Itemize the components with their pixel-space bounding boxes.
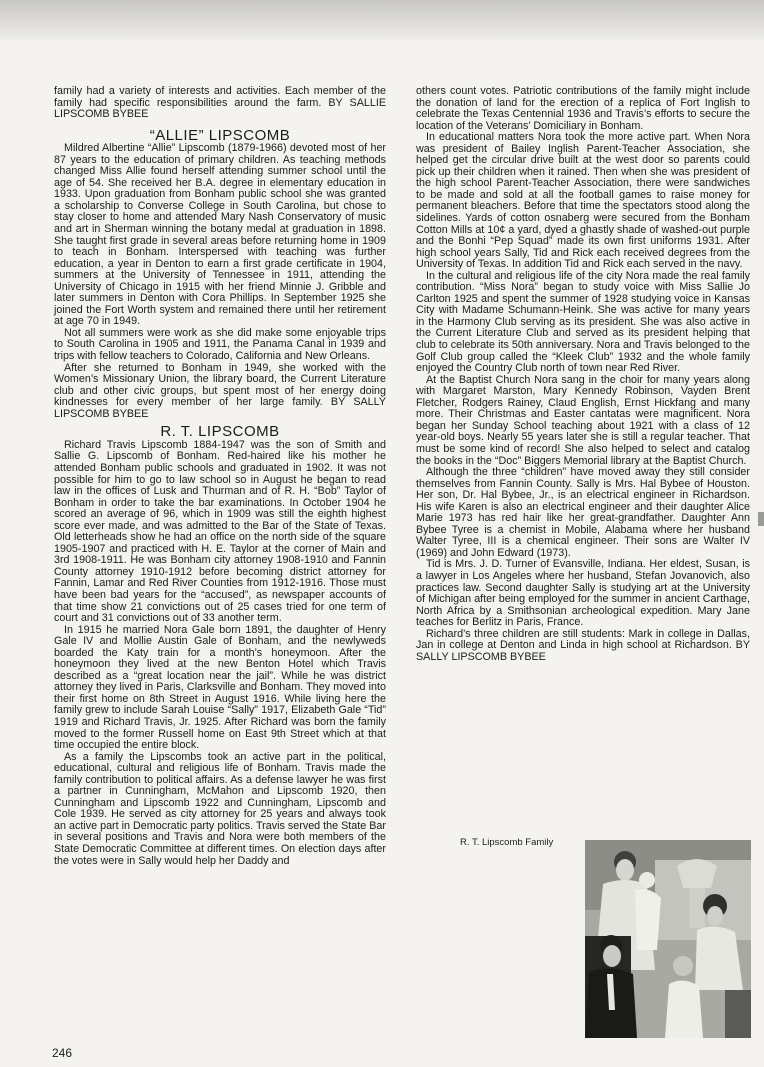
rt-paragraph-2: In 1915 he married Nora Gale born 1891, the daughter of Henry Gale IV and Mollie Austin Gale of Bonham, and the newlyweds boarded the Katy train for a month’s honeymoon. After the honeymoon they lived at the new Benton Hotel which Travis described as a “great location near the jail”. While he was district attorney they lived in Paris, Clarksville and Bonham. They moved into their first home on 8th Street in August 1916. While living here the family grew to include Sarah Louise “Sally” 1917, Elizabeth Gale “Tid” 1919 and Richard Travis, Jr. 1925. After Richard was born the family moved to the former Russell home on East 9th Street which at that time occupied the entire block. bbox=[54, 623, 386, 752]
rt-paragraph-3: As a family the Lipscombs took an active part in the political, educational, cultural and religious life of Bonham. Travis made the family contribution to political affairs. As a defense lawyer he was first a partner in Cunningham, McMahon and Lipscomb 1920, then Cunningham and Lipscomb 1922 and Cunningham, Lipscomb and Cole 1939. He served as city attorney for 25 years and always took an active part in Democratic party politics. Travis served the State Bar in several positions and Travis and Nora were both members of the State Democratic Committee at different times. On election days after the votes were in Sally would help her Daddy and bbox=[54, 750, 386, 867]
allie-paragraph-1: Mildred Albertine “Allie” Lipscomb (1879-1966) devoted most of her 87 years to the education of primary children. As teaching methods changed Miss Allie found herself attending summer school until the age of 54. She received her B.A. degree in elementary education in 1933. Upon graduation from Bonham public school she was granted a scholarship to Converse College in South Carolina, but chose to stay closer to home and attended Mary Nash Conservatory of music and art in Sherman winning the botany medal at graduation in 1898. She taught first grade in several areas before returning home in 1909 to teach in Bonham. Interspersed with teaching was further education, a year in Denton to earn a first grade certificate in 1904, summers at the University of Tennessee in 1911, attending the University of Chicago in 1915 with her friend Minnie J. Gribble and later summers in Denton with Cora Phillips. In September 1925 she joined the Fort Worth system and remained there until her retirement at age 70 in 1949. bbox=[54, 142, 386, 328]
page-number: 246 bbox=[52, 1046, 73, 1060]
scan-top-shadow bbox=[0, 0, 764, 40]
continued-paragraph: others count votes. Patriotic contributions of the family might include the donation of land for the erection of a replica of Fort Inglish to celebrate the Texas Centennial 1936 and Travis’s efforts to secure the location of the Veterans’ Domiciliary in Bonham. bbox=[416, 85, 750, 132]
allie-paragraph-2: Not all summers were work as she did make some enjoyable trips to South Carolina in 1905 and 1911, the Panama Canal in 1939 and trips with fellow teachers to Colorado, California and New Orleans. bbox=[54, 326, 386, 363]
family-photo bbox=[585, 840, 751, 1038]
allie-lipscomb-heading: “ALLIE” LIPSCOMB bbox=[149, 126, 291, 144]
allie-paragraph-3: After she returned to Bonham in 1949, she worked with the Women’s Missionary Union, the library board, the Current Literature club and other civic groups, but spent most of her energy doing kindnesses for every member of her large family. BY SALLY LIPSCOMB BYBEE bbox=[54, 361, 386, 420]
scan-edge-mark bbox=[758, 512, 764, 526]
cultural-paragraph: In the cultural and religious life of the city Nora made the real family contribution. “Miss Nora” began to study voice with Miss Sallie Jo Carlton 1925 and spent the summer of 1928 studying voice in Kansas City with Madame Schumann-Heink. She was active for many years in the Harmony Club serving as its president. She was also active in the Current Literature Club and served as its president helping that club to celebrate its 50th anniversary. Nora and Travis belonged to the Golf Club group called the “Kleek Club” 1932 and the whole family enjoyed the Country Club north of town near Red River. bbox=[416, 269, 750, 375]
photo-caption: R. T. Lipscomb Family bbox=[460, 837, 554, 848]
right-column bbox=[416, 86, 750, 663]
rt-lipscomb-heading: R. T. LIPSCOMB bbox=[160, 423, 280, 441]
rt-paragraph-1: Richard Travis Lipscomb 1884-1947 was the son of Smith and Sallie G. Lipscomb of Bonham. Red-haired like his mother he attended Bonham public schools and graduated in 1902. It was not possible for him to go to law school so in August he began to read law in the offices of Lusk and Thurman and of R. H. “Bob” Taylor of Bonham in order to take the bar examinations. In October 1904 he scored an average of 96, which in 1909 was still the eighth highest score ever made, and was admitted to the Bar of the State of Texas. Old letterheads show he had an office on the north side of the square 1905-1907 and practiced with H. E. Taylor at the corner of Main and 3rd 1908-1911. He was Bonham city attorney 1908-1910 and Fannin County attorney 1910-1912 before becoming district attorney for Fannin, Lamar and Red River Counties from 1912-1916. Those must have been bad years for the “accused”, as newspaper accounts of that time show 21 convictions out of 25 cases tried for one term of court and 31 convictions out of 33 another term. bbox=[54, 438, 386, 625]
tid-paragraph: Tid is Mrs. J. D. Turner of Evansville, Indiana. Her eldest, Susan, is a lawyer in Los Angeles where her husband, Stefan Jovanovich, also practices law. Second daughter Sally is studying art at the University of Michigan after being employed for the summer in ancient Carthage, North Africa by a Smithsonian archeological expedition. Mary Jane teaches for Berlitz in Paris, France. bbox=[416, 558, 750, 629]
left-column bbox=[54, 86, 386, 867]
education-paragraph: In educational matters Nora took the more active part. When Nora was president of Bailey Inglish Parent-Teacher Association, she helped get the circular drive built at the west door so parents could pick up their children when it rained. Then when she was president of the high school Parent-Teacher Association, there were sandwiches to be made and sold at all the football games to raise money for permanent bleachers. Before that time the spectators stood along the sidelines. Yards of cotton osnaberg were secured from the Bonham Cotton Mills at 10¢ a yard, dyed a ghastly shade of washed-out purple and the Bonhi “Pep Squad” made its own first uniforms 1931. After high school years Sally, Tid and Rick each received degrees from the University of Texas. In addition Tid and Rick each served in the navy. bbox=[416, 131, 750, 271]
intro-paragraph: family had a variety of interests and activities. Each member of the family had specific responsibilities around the farm. BY SALLIE LIPSCOMB BYBEE bbox=[54, 85, 386, 121]
family-photo-image bbox=[585, 840, 751, 1038]
church-paragraph: At the Baptist Church Nora sang in the choir for many years along with Margaret Marston, Mary Kennedy Robinson, Vayden Brent Fletcher, Rodgers Rainey, Claud English, Ernst Hickfang and many more. Their Christmas and Easter cantatas were magnificent. Nora began her Sunday School teaching about 1921 with a class of 12 year-old boys. Nearly 55 years later she is still a regular teacher. That must be some kind of record! She also helped to select and catalog the books in the “Doc” Biggers Memorial library at the Baptist Church. bbox=[416, 373, 750, 467]
children-paragraph: Although the three “children” have moved away they still consider themselves from Fannin County. Sally is Mrs. Hal Bybee of Houston. Her son, Dr. Hal Bybee, Jr., is an electrical engineer in Richardson. His wife Karen is also an electrical engineer and their daughter Alice Marie 1973 has red hair like her great-grandfather. Daughter Ann Bybee Tyree is a chemist in Mobile, Alabama where her husband Walter Tyree, III is a chemical engineer. Their sons are Walter IV (1969) and John Edward (1973). bbox=[416, 466, 750, 559]
richard-paragraph: Richard’s three children are still students: Mark in college in Dallas, Jan in college at Denton and Linda in high school at Richardson. BY SALLY LIPSCOMB BYBEE bbox=[416, 627, 750, 663]
